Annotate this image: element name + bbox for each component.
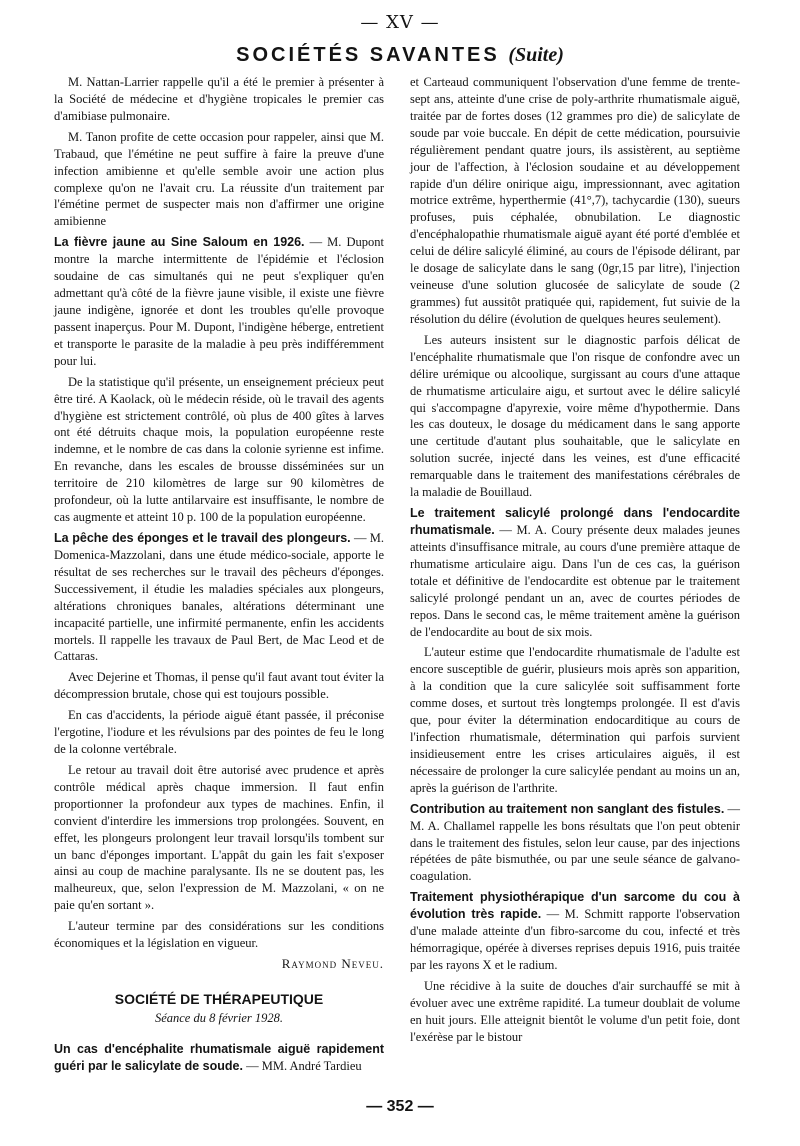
paragraph: M. Nattan-Larrier rappelle qu'il a été le premier à présenter à la Société de médecine et d'hygiène tropicales le premier cas d'amibiase pulmonaire. [54,75,384,123]
article-text: — M. Dupont montre la marche intermittente de l'épidémie et l'éclosion soudaine de cas simultanés qui ne peut s'expliquer qu'en admettant qu'à côté de la fièvre jaune visible, il existe une fièvre jaune indigène, ignorée et dont les troubles qu'elle provoque passent inaperçus. Pour M. Dupont, l'indigène héberge, entretient et transporte le parasite de la maladie à peu près indifféremment pour lui. [54,235,384,368]
article-text: — M. Domenica-Mazzolani, dans une étude médico-sociale, apporte le résultat de ses recherches sur le travail des pêcheurs d'éponges. Successivement, il étudie les maladies spéciales aux plongeurs, altérations chroniques banales, altérations déterminant une incapacité partielle, une infirmité permanente, enfin les accidents mortels. Il rappelle les travaux de Paul Bert, de Mac Leod et de Cattaras. [54,530,384,664]
article-lead: Un cas d'encéphalite rhumatismale aiguë rapidement guéri par le salicylate de soude. [54,1041,384,1073]
paragraph: En cas d'accidents, la période aiguë étant passée, il préconise l'ergotine, l'iodure et les révulsions par des pointes de feu le long de la colonne vertébrale. [54,708,384,757]
left-column [54,74,384,1079]
paragraph: L'auteur termine par des considérations sur les conditions économiques et la législation en vigueur. [54,919,384,951]
section-heading-suffix: (Suite) [508,44,564,66]
roman-page-numeral: — XV — [360,12,440,33]
article-endocardite [410,505,740,640]
article-text: — M. A. Challamel rappelle les bons résultats que l'on peut obtenir dans le traitement des fistules, selon leur cause, par des injections répétées de pâte bismuthée, ou par une seule séance de galvano-coagulation. [410,801,741,884]
article-text: — M. Schmitt rapporte l'observation d'une malade atteinte d'un fibro-sarcome du cou, infecté et très hémorragique, opérée à diverses reprises depuis 1916, puis traitée par les rayons X et le radium. [410,907,740,973]
article-lead: Le traitement salicylé prolongé dans l'endocardite rhumatismale. [410,506,740,537]
article-fistules [410,801,740,886]
section-heading: SOCIÉTÉS SAVANTES [236,44,500,66]
running-title [0,44,800,67]
article-text: — M. A. Coury présente deux malades jeunes atteints d'insuffisance mitrale, au cours d'une première attaque de rhumatisme articulaire aigu. Dans l'un de ces cas, la guérison totale et définitive de l'endocardite est obtenue par le traitement salicylé prolongé pendant un an, avec de courtes périodes de repos. Dans le second cas, le même traitement amène la guérison de l'endocardite au bout de six mois. [410,522,740,639]
paragraph: L'auteur estime que l'endocardite rhumatismale de l'adulte est encore susceptible de guérir, plusieurs mois après son apparition, à la condition que la cure salicylée soit suffisamment forte comme doses, et surtout très longtemps prolongée. Il est d'avis que, pour éviter la détermination endocarditique au cours de l'infection rhumatismale, détermination qui parfois survient insidieusement entre les crises articulaires aiguës, il est nécessaire de prolonger la cure salicylée pendant au moins un an, après la guérison de l'arthrite. [410,645,740,795]
paragraph: Les auteurs insistent sur le diagnostic parfois délicat de l'encéphalite rhumatismale que l'on risque de confondre avec un délire urémique ou alcoolique, surgissant au cours d'une attaque de rhumatisme articulaire aigu, et surtout avec le délire salicylé qui s'accompagne d'apyrexie, voire même d'hypothermie. Dans les cas douteux, le dosage du médicament dans le sang apporte une certitude d'autant plus souhaitable, que le salicylate en solution sucrée, injecté dans les veines, est d'une efficacité remarquable dans le traitement des manifestations cérébrales de la maladie de Bouillaud. [410,332,740,500]
article-lead: La pêche des éponges et le travail des plongeurs. [54,530,351,545]
page-number: — 352 — [366,1098,434,1115]
session-date: Séance du 8 février 1928. [154,1010,284,1025]
paragraph: Le retour au travail doit être autorisé avec prudence et après contrôle médical après chaque immersion. Il faut enfin proportionner la profondeur aux types de machines. Enfin, il convient d'interdire les immersions trop prolongées. Souvent, en effet, les plongeurs prolongent leur travail lorsqu'ils tombent sur un banc d'éponges important. L'appât du gain les fait s'exposer ainsi au coup de machine paralysante. Ils ne se doutent pas, les malheureux, que, selon l'expression de M. Mazzolani, « on ne paie qu'en sortant ». [54,762,384,913]
article-lead: Contribution au traitement non sanglant des fistules. [410,801,725,816]
article-text: — MM. André Tardieu [242,1058,362,1073]
article-encephalite [54,1041,384,1075]
author-signature: Raymond Neveu. [281,956,384,972]
society-title: SOCIÉTÉ DE THÉRAPEUTIQUE [114,991,324,1008]
article-fievre-jaune [54,234,384,369]
article-peche-eponges [54,530,384,665]
paragraph: Avec Dejerine et Thomas, il pense qu'il faut avant tout éviter la décompression brutale, chose qui est toujours possible. [54,670,384,702]
paragraph: et Carteaud communiquent l'observation d'une femme de trente-sept ans, atteinte d'une crise de poly-arthrite rhumatismale aiguë, traitée par de fortes doses (12 grammes pro die) de salicylate de soude par voie buccale. En dépit de cette médication, poursuivie régulièrement pendant quatre jours, ils assistèrent, au septième jour de l'affection, à l'éclosion soudaine et au développement rapide d'un délire onirique aigu, impressionnant, avec agitation motrice extrême, hyperthermie (41°,7), tachycardie (130), sueurs profuses, puis céphalée, obnubilation. Le diagnostic d'encéphalopathie rhumatismale aiguë ayant été porté d'emblée et celui de délire salicylé éliminé, au cours de l'épisode délirant, par le dosage de salicylate dans le sang (0gr,15 par litre), l'injection veineuse d'une solution glucosée de salicylate de soude (2 grammes) fut aussitôt pratiquée qui, rapidement, fut suivie de la résolution du délire (évolution de quelques heures seulement). [410,75,740,326]
article-lead: Traitement physiothérapique d'un sarcome du cou à évolution très rapide. [410,890,740,922]
article-lead: La fièvre jaune au Sine Saloum en 1926. [54,235,305,250]
paragraph: Une récidive à la suite de douches d'air surchauffé se mit à évoluer avec une extrême rapidité. La tumeur doublait de volume en huit jours. Elle atteignit bientôt le volume d'un petit foie, dont l'exérèse par le bistour [410,978,740,1044]
right-column [410,74,740,1050]
paragraph: De la statistique qu'il présente, un enseignement précieux peut être tiré. A Kaolack, où le médecin réside, où le travail des agents d'hygiène est strictement contrôlé, où plus de 400 gîtes à larves ont été détruits chaque mois, la population européenne reste indemne, et le nombre de cas dans la colonie syrienne est infime. En revanche, dans les escales de brousse disséminées sur un territoire de 210 kilomètres de large sur 90 kilomètres de profondeur, où la lutte antilarvaire est insuffisante, le nombre de cas augmente et atteint 10 p. 100 de la population européenne. [54,374,384,525]
article-sarcome [410,889,740,974]
paragraph: M. Tanon profite de cette occasion pour rappeler, ainsi que M. Trabaud, que l'émétine ne peut suffire à faire la preuve d'une infection amibienne et qu'elle semble avoir une action plus complexe qu'on ne l'avait cru. La réussite d'un traitement par l'émétine permet de suspecter mais non d'affirmer une origine amibienne [54,129,384,229]
